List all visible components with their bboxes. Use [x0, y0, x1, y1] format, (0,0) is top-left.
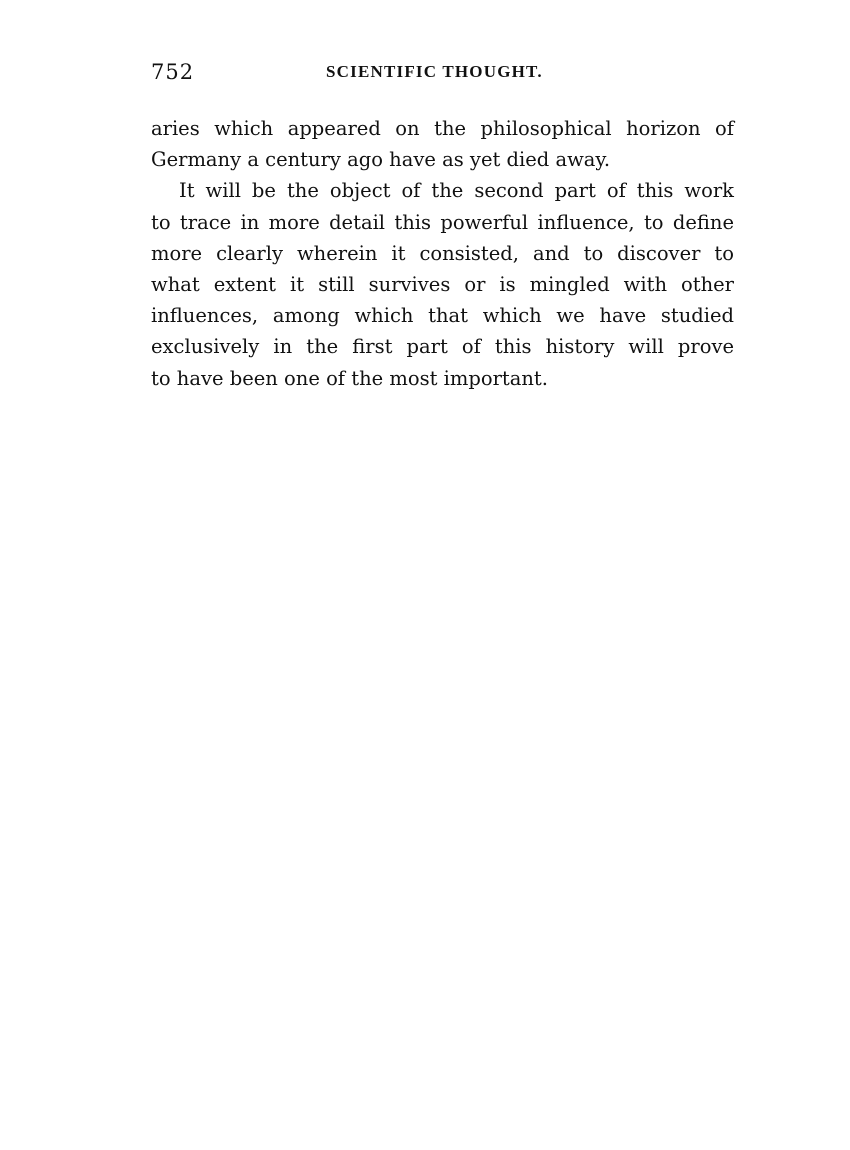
text-line: Germany a century ago have as yet died away.: [151, 148, 611, 172]
text-line: to trace in more detail this powerful influence, to define: [151, 210, 734, 234]
text-line: aries which appeared on the philosophical horizon of: [151, 117, 734, 140]
paragraph-continuation: [151, 113, 734, 175]
text-line: It will be the object of the second part of this work: [179, 179, 734, 203]
text-line: more clearly wherein it consisted, and to discover to: [151, 241, 734, 265]
text-line: exclusively in the first part of this history will prove: [151, 335, 734, 359]
running-title: SCIENTIFIC THOUGHT.: [326, 62, 543, 81]
text-line: what extent it still survives or is mingled with other: [151, 272, 734, 296]
page-number: 752: [151, 60, 195, 84]
text-line: influences, among which that which we have studied: [151, 304, 734, 328]
paragraph: [151, 175, 734, 393]
running-head: [151, 60, 734, 90]
text-line: to have been one of the most important.: [151, 366, 548, 390]
body-text: [151, 113, 734, 394]
